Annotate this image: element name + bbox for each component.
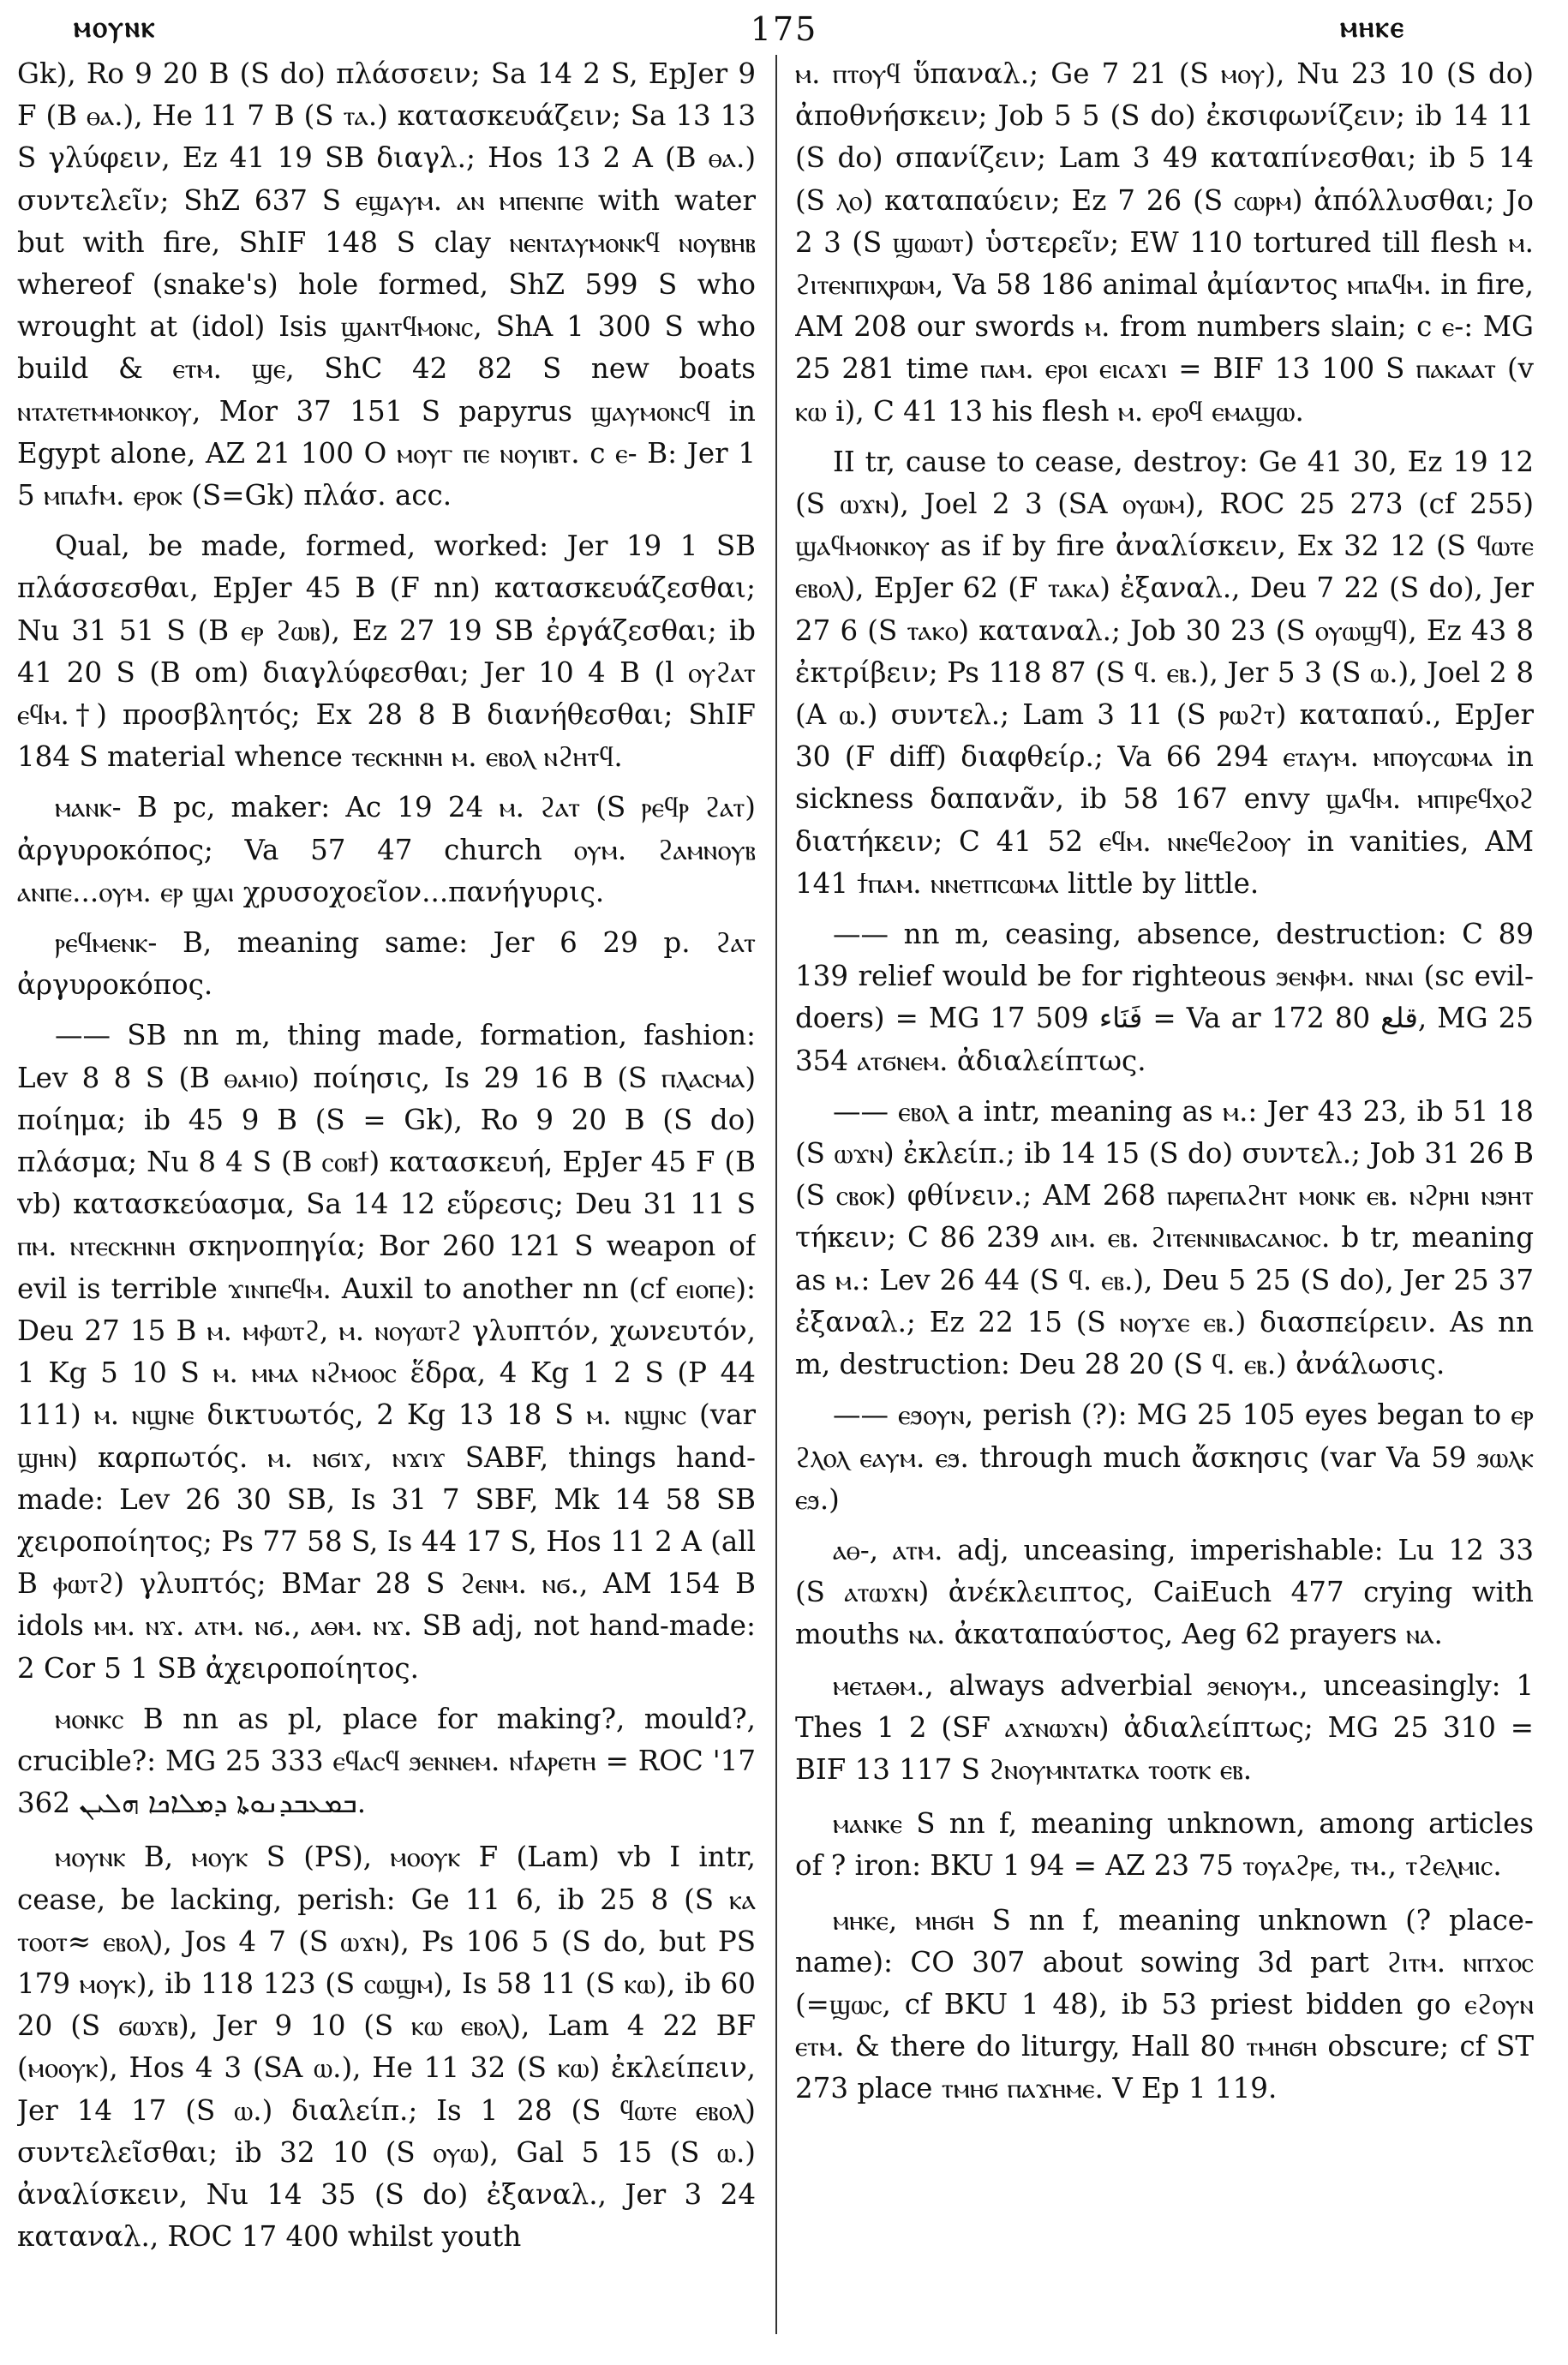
running-head	[0, 10, 1568, 51]
entry-paragraph: ⲙⲉⲧⲁⲑⲙ., always adverbial ϧⲉⲛⲟⲩⲙ., unceasingly: 1 Thes 1 2 (SF ⲁϫⲛⲱϫⲛ) ἀδιαλείπτως; MG 25 310 = BIF 13 117 S ϩⲛⲟⲩⲙⲛⲧⲁⲧⲕⲁ ⲧⲟⲟⲧⲕ ⲉⲃ.	[795, 1668, 1534, 1786]
entry-paragraph: —— ⲉϧⲟⲩⲛ, perish (?): MG 25 105 eyes began to ⲉⲣ ϩⲗⲟⲗ ⲉⲁⲩⲙ. ⲉϧ. through much ἄσκησις (var Va 59 ϧⲱⲗⲕ ⲉϧ.)	[795, 1398, 1534, 1516]
headword-entry-manke: ⲙⲁⲛⲕⲉ S nn f, meaning unknown, among articles of ? iron: BKU 1 94 = AZ 23 75 ⲧⲟⲩⲁϩⲣⲉ, ⲧⲙ., ⲧϩⲉⲗⲙⲓⲥ.	[795, 1807, 1534, 1883]
entry-paragraph: —— ⲉⲃⲟⲗ a intr, meaning as ⲙ.: Jer 43 23, ib 51 18 (S ⲱϫⲛ) ἐκλείπ.; ib 14 15 (S do) συντελ.; Job 31 26 B (S ⲥⲃⲟⲕ) φθίνειν.; AM 268 ⲡⲁⲣⲉⲡⲁϩⲏⲧ ⲙⲟⲛⲕ ⲉⲃ. ⲛϩⲣⲏⲓ ⲛϧⲏⲧ τήκειν; C 86 239 ⲁⲓⲙ. ⲉⲃ. ϩⲓⲧⲉⲛⲛⲓⲃⲁⲥⲁⲛⲟⲥ. b tr, meaning as ⲙ.: Lev 26 44 (S ϥ. ⲉⲃ.), Deu 5 25 (S do), Jer 25 37 ἐξαναλ.; Ez 22 15 (S ⲛⲟⲩϫⲉ ⲉⲃ.) διασπείρειν. As nn m, destruction: Deu 28 20 (S ϥ. ⲉⲃ.) ἀνάλωσις.	[795, 1094, 1534, 1381]
entry-paragraph: —— nn m, ceasing, absence, destruction: C 89 139 relief would be for righteous ϧⲉⲛⲫⲙ. ⲛⲛⲁⲓ (sc evil-doers) = MG 17 509 فَنَاء = Va ar 172 80 قلع, MG 25 354 ⲁⲧϭⲛⲉⲙ. ἀδιαλείπτως.	[795, 918, 1534, 1077]
entry-paragraph: Qual, be made, formed, worked: Jer 19 1 SB πλάσσεσθαι, EpJer 45 B (F nn) κατασκευάζεσθαι; Nu 31 51 S (B ⲉⲣ ϩⲱⲃ), Ez 27 19 SB ἐργάζεσθαι; ib 41 20 S (B om) διαγλύφεσθαι; Jer 10 4 B (l ⲟⲩϩⲁⲧ ⲉϥⲙ.†) προσβλητός; Ex 28 8 B διανήθεσθαι; ShIF 184 S material whence ⲧⲉⲥⲕⲏⲛⲏ ⲙ. ⲉⲃⲟⲗ ⲛϩⲏⲧϥ.	[17, 530, 756, 774]
header-left-headword: ⲙⲟⲩⲛⲕ	[74, 10, 157, 45]
entry-paragraph: ⲣⲉϥⲙⲉⲛⲕ- B, meaning same: Jer 6 29 p. ϩⲁⲧ ἀργυροκόπος.	[17, 926, 756, 1002]
entry-paragraph: II tr, cause to cease, destroy: Ge 41 30, Ez 19 12 (S ⲱϫⲛ), Joel 2 3 (SA ⲟⲩⲱⲙ), ROC 25 273 (cf 255) ϣⲁϥⲙⲟⲛⲕⲟⲩ as if by fire ἀναλίσκειν, Ex 32 12 (S ϥⲱⲧⲉ ⲉⲃⲟⲗ), EpJer 62 (F ⲧⲁⲕⲁ) ἐξαναλ., Deu 7 22 (S do), Jer 27 6 (S ⲧⲁⲕⲟ) καταναλ.; Job 30 23 (S ⲟⲩⲱϣϥ), Ez 43 8 ἐκτρίβειν; Ps 118 87 (S ϥ. ⲉⲃ.), Jer 5 3 (S ⲱ.), Joel 2 8 (A ⲱ.) συντελ.; Lam 3 11 (S ⲣⲱϩⲧ) καταπαύ., EpJer 30 (F diff) διαφθείρ.; Va 66 294 ⲉⲧⲁⲩⲙ. ⲙⲡⲟⲩⲥⲱⲙⲁ in sickness δαπανᾶν, ib 58 167 envy ϣⲁϥⲙ. ⲙⲡⲓⲣⲉϥⲭⲟϩ διατήκειν; C 41 52 ⲉϥⲙ. ⲛⲛⲉϥⲉϩⲟⲟⲩ in vanities, AM 141 ϯⲡⲁⲙ. ⲛⲛⲉⲧⲡⲥⲱⲙⲁ little by little.	[795, 445, 1534, 900]
header-right-headword: ⲙⲏⲕⲉ	[1340, 10, 1405, 45]
right-column	[795, 53, 1534, 2350]
entry-paragraph: ⲙⲟⲛⲕⲥ B nn as pl, place for making?, mould?, crucible?: MG 25 333 ⲉϥⲁⲥϥ ϧⲉⲛⲛⲉⲙ. ⲛϯⲁⲣⲉⲧⲏ = ROC '17 362 ܒܡܥܒܕܢܘܬܐ ܕܡܠܐܟܐ ܗܠܝܢ.	[17, 1702, 756, 1820]
entry-paragraph: Gk), Ro 9 20 B (S do) πλάσσειν; Sa 14 2 S, EpJer 9 F (B ⲑⲁ.), He 11 7 B (S ⲧⲁ.) κατασκευάζειν; Sa 13 13 S γλύφειν, Ez 41 19 SB διαγλ.; Hos 13 2 A (B ⲑⲁ.) συντελεῖν; ShZ 637 S ⲉϣⲁⲩⲙ. ⲁⲛ ⲙⲡⲉⲛⲡⲉ with water but with fire, ShIF 148 S clay ⲛⲉⲛⲧⲁⲩⲙⲟⲛⲕϥ ⲛⲟⲩⲃⲏⲃ whereof (snake's) hole formed, ShZ 599 S who wrought at (idol) Isis ϣⲁⲛⲧϥⲙⲟⲛⲥ, ShA 1 300 S who build & ⲉⲧⲙ. ϣⲉ, ShC 42 82 S new boats ⲛⲧⲁⲧⲉⲧⲙⲙⲟⲛⲕⲟⲩ, Mor 37 151 S papyrus ϣⲁⲩⲙⲟⲛⲥϥ in Egypt alone, AZ 21 100 O ⲙⲟⲩⲅ ⲡⲉ ⲛⲟⲩⲓⲃⲧ. c ⲉ- B: Jer 1 5 ⲙⲡⲁϯⲙ. ⲉⲣⲟⲕ (S=Gk) πλάσ. acc.	[17, 57, 756, 512]
page-number: 175	[750, 10, 818, 48]
headword-entry-meke: ⲙⲏⲕⲉ, ⲙⲏϭⲏ S nn f, meaning unknown (? place-name): CO 307 about sowing 3d part ϩⲓⲧⲙ. ⲛⲡϫⲟⲥ (=ϣⲱⲥ, cf BKU 1 48), ib 53 priest bidden go ⲉϩⲟⲩⲛ ⲉⲧⲙ. & there do liturgy, Hall 80 ⲧⲙⲏϭⲏ obscure; cf ST 273 place ⲧⲙⲏϭ ⲡⲁϫⲏⲙⲉ. V Ep 1 119.	[795, 1903, 1534, 2105]
entry-paragraph: ⲙⲁⲛⲕ- B pc, maker: Ac 19 24 ⲙ. ϩⲁⲧ (S ⲣⲉϥⲣ ϩⲁⲧ) ἀργυροκόπος; Va 57 47 church ⲟⲩⲙ. ϩⲁⲙⲛⲟⲩⲃ ⲁⲛⲡⲉ...ⲟⲩⲙ. ⲉⲣ ϣⲁⲓ χρυσοχοεῖον...πανήγυρις.	[17, 791, 756, 908]
column-divider	[775, 55, 777, 2334]
entry-paragraph: —— SB nn m, thing made, formation, fashion: Lev 8 8 S (B ⲑⲁⲙⲓⲟ) ποίησις, Is 29 16 B (S ⲡⲗⲁⲥⲙⲁ) ποίημα; ib 45 9 B (S = Gk), Ro 9 20 B (S do) πλάσμα; Nu 8 4 S (B ⲥⲟⲃϯ) κατασκευή, EpJer 45 F (B vb) κατασκεύασμα, Sa 14 12 εὕρεσις; Deu 31 11 S ⲡⲙ. ⲛⲧⲉⲥⲕⲏⲛⲏ σκηνοπηγία; Bor 260 121 S weapon of evil is terrible ϫⲓⲛⲡⲉϥⲙ. Auxil to another nn (cf ⲉⲓⲟⲡⲉ): Deu 27 15 B ⲙ. ⲙⲫⲱⲧϩ, ⲙ. ⲛⲟⲩⲱⲧϩ γλυπτόν, χωνευτόν, 1 Kg 5 10 S ⲙ. ⲙⲙⲁ ⲛϩⲙⲟⲟⲥ ἕδρα, 4 Kg 1 2 S (P 44 111) ⲙ. ⲛϣⲛⲉ δικτυωτός, 2 Kg 13 18 S ⲙ. ⲛϣⲛⲥ (var ϣⲏⲛ) καρπωτός. ⲙ. ⲛϭⲓϫ, ⲛϫⲓϫ SABF, things hand-made: Lev 26 30 SB, Is 31 7 SBF, Mk 14 58 SB χειροποίητος; Ps 77 58 S, Is 44 17 S, Hos 11 2 A (all B ⲫⲱⲧϩ) γλυπτός; BMar 28 S ϩⲉⲛⲙ. ⲛϭ., AM 154 B idols ⲙⲙ. ⲛϫ. ⲁⲧⲙ. ⲛϭ., ⲁⲑⲙ. ⲛϫ. SB adj, not hand-made: 2 Cor 5 1 SB ἀχειροποίητος.	[17, 1019, 756, 1685]
left-column	[17, 53, 756, 2350]
headword-entry-mounk: ⲙⲟⲩⲛⲕ B, ⲙⲟⲩⲕ S (PS), ⲙⲟⲟⲩⲕ F (Lam) vb I intr, cease, be lacking, perish: Ge 11 6, ib 25 8 (S ⲕⲁ ⲧⲟⲟⲧ≈ ⲉⲃⲟⲗ), Jos 4 7 (S ⲱϫⲛ), Ps 106 5 (S do, but PS 179 ⲙⲟⲩⲕ), ib 118 123 (S ⲥⲱϣⲙ), Is 58 11 (S ⲕⲱ), ib 60 20 (S ϭⲱϫⲃ), Jer 9 10 (S ⲕⲱ ⲉⲃⲟⲗ), Lam 4 22 BF (ⲙⲟⲟⲩⲕ), Hos 4 3 (SA ⲱ.), He 11 32 (S ⲕⲱ) ἐκλείπειν, Jer 14 17 (S ⲱ.) διαλείπ.; Is 1 28 (S ϥⲱⲧⲉ ⲉⲃⲟⲗ) συντελεῖσθαι; ib 32 10 (S ⲟⲩⲱ), Gal 5 15 (S ⲱ.) ἀναλίσκειν, Nu 14 35 (S do) ἐξαναλ., Jer 3 24 καταναλ., ROC 17 400 whilst youth	[17, 1841, 756, 2254]
entry-paragraph: ⲁⲑ-, ⲁⲧⲙ. adj, unceasing, imperishable: Lu 12 33 (S ⲁⲧⲱϫⲛ) ἀνέκλειπτος, CaiEuch 477 crying with mouths ⲛⲁ. ἀκαταπαύστος, Aeg 62 prayers ⲛⲁ.	[795, 1533, 1534, 1651]
entry-paragraph: ⲙ. ⲡⲧⲟⲩϥ ὕπαναλ.; Ge 7 21 (S ⲙⲟⲩ), Nu 23 10 (S do) ἀποθνήσκειν; Job 5 5 (S do) ἐκσιφωνίζειν; ib 14 11 (S do) σπανίζειν; Lam 3 49 καταπίνεσθαι; ib 5 14 (S ⲗⲟ) καταπαύειν; Ez 7 26 (S ⲥⲱⲣⲙ) ἀπόλλυσθαι; Jo 2 3 (S ϣⲱⲱⲧ) ὑστερεῖν; EW 110 tortured till flesh ⲙ. ϩⲓⲧⲉⲛⲡⲓⲭⲣⲱⲙ, Va 58 186 animal ἀμίαντος ⲙⲡⲁϥⲙ. in fire, AM 208 our swords ⲙ. from numbers slain; c ⲉ-: MG 25 281 time ⲡⲁⲙ. ⲉⲣⲟⲓ ⲉⲓⲥⲁϫⲓ = BIF 13 100 S ⲡⲁⲕⲁⲁⲧ (v ⲕⲱ i), C 41 13 his flesh ⲙ. ⲉⲣⲟϥ ⲉⲙⲁϣⲱ.	[795, 57, 1534, 428]
